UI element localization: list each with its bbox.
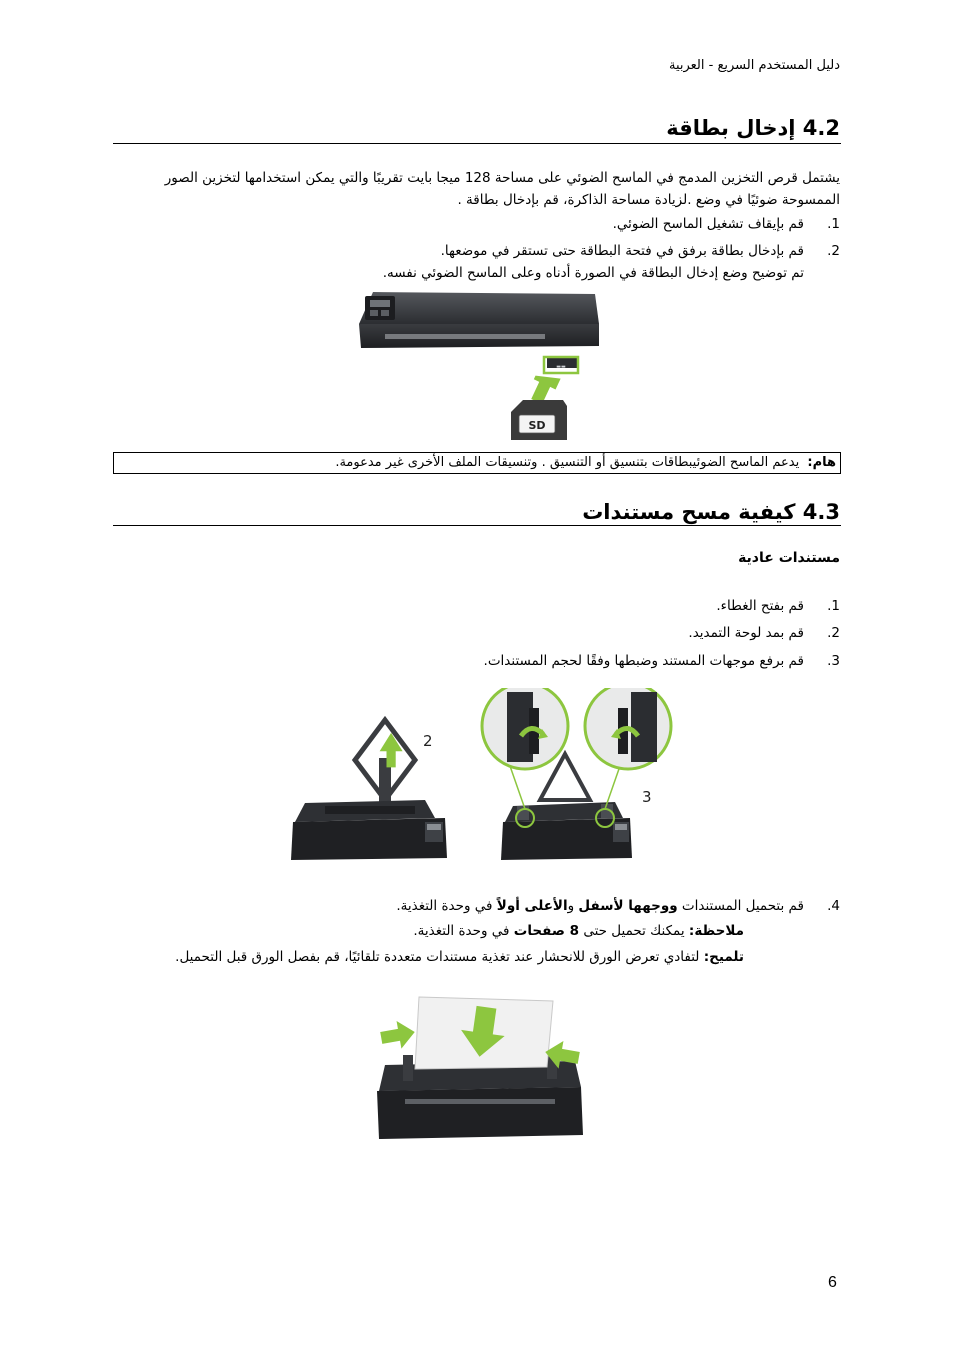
step-4-3-4 xyxy=(396,895,840,917)
step-number: 1. xyxy=(827,598,840,614)
tip-text: لتفادي تعرض الورق للانحشار عند تغذية مستندات متعددة تلقائيًا، قم بفصل الورق قبل التحميل. xyxy=(175,949,704,965)
step-text: قم بمد لوحة التمديد. xyxy=(688,625,804,641)
tip-label: تلميح: xyxy=(703,949,744,965)
tip-line xyxy=(175,946,744,968)
step-text-post: في وحدة التغذية. xyxy=(396,898,497,914)
important-note-box xyxy=(113,452,841,474)
important-label: هام: xyxy=(807,455,836,470)
step-number: 1. xyxy=(827,216,840,232)
note-pre: يمكنك تحميل حتى xyxy=(579,923,689,939)
page-number: 6 xyxy=(828,1274,837,1291)
step-4-3-1 xyxy=(716,595,840,617)
sd-card-icon xyxy=(511,400,567,440)
step-number: 3. xyxy=(827,653,840,669)
step-text: قم بإيقاف تشغيل الماسح الضوئي. xyxy=(612,216,804,232)
important-text: يدعم الماسح الضوئيبطاقات بتنسيق أو التنسيق . وتنسيقات الملف الأخرى غير مدعومة. xyxy=(335,455,804,470)
running-header: دليل المستخدم السريع - العربية xyxy=(668,58,840,73)
step-4-2-1 xyxy=(613,213,840,235)
step-text: قم بإدخال بطاقة برفق في فتحة البطاقة حتى تستقر في موضعها. xyxy=(440,243,804,259)
step-text: قم برفع موجهات المستند وضبطها وفقًا لحجم المستندات. xyxy=(483,653,804,669)
intro-line-2: الممسوحة ضوئيًا في وضع .لزيادة مساحة الذاكرة، قم بإدخال بطاقة . xyxy=(457,192,840,208)
step-text-mid: و xyxy=(567,898,579,914)
control-panel xyxy=(365,296,395,320)
paper-loading-figure xyxy=(375,995,585,1143)
section-rule xyxy=(113,143,841,144)
step-number: 2. xyxy=(827,625,840,641)
step-4-3-3 xyxy=(484,650,840,672)
step-text-bold-1: ووجهها لأسفل xyxy=(578,898,678,914)
figure-label-3: 3 xyxy=(642,788,652,806)
step-2-note: تم توضيح وضع إدخال البطاقة في الصورة أدناه وعلى الماسح الضوئي نفسه. xyxy=(382,265,804,281)
zoom-circle-right xyxy=(585,688,671,769)
step-number: 2. xyxy=(827,243,840,259)
subsection-title: مستندات عادية xyxy=(738,550,840,566)
step-text: قم بفتح الغطاء. xyxy=(716,598,804,614)
guides-figure xyxy=(285,688,675,866)
step-text-pre: قم بتحميل المستندات xyxy=(677,898,804,914)
sd-card-insertion-figure xyxy=(355,288,605,443)
note-line xyxy=(413,920,744,942)
feed-slot xyxy=(385,334,545,339)
step-4-3-2 xyxy=(688,622,840,644)
intro-line-1: يشتمل قرص التخزين المدمج في الماسح الضوئي على مساحة 128 ميجا بايت تقريبًا والتي يمكن استخدامها لتخزين الصور xyxy=(164,170,840,186)
note-post: في وحدة التغذية. xyxy=(413,923,514,939)
section-rule xyxy=(113,525,841,526)
zoom-circle-left xyxy=(482,688,568,769)
note-bold: 8 صفحات xyxy=(513,923,580,939)
guide-left-arrow-icon xyxy=(379,1018,417,1051)
note-label: ملاحظة: xyxy=(688,923,744,939)
section-title-4-3: 4.3 كيفية مسح مستندات xyxy=(582,500,840,524)
section-title-4-2: 4.2 إدخال بطاقة xyxy=(666,116,840,140)
sd-card-label: SD xyxy=(528,419,546,432)
figure-label-2: 2 xyxy=(423,732,433,750)
step-text-bold-2: الأعلى أولاً xyxy=(496,898,568,914)
step-number: 4. xyxy=(827,898,840,914)
step-4-2-2 xyxy=(441,240,840,262)
intro-paragraph xyxy=(140,167,840,211)
svg-text:▬▬: ▬▬ xyxy=(556,364,566,370)
